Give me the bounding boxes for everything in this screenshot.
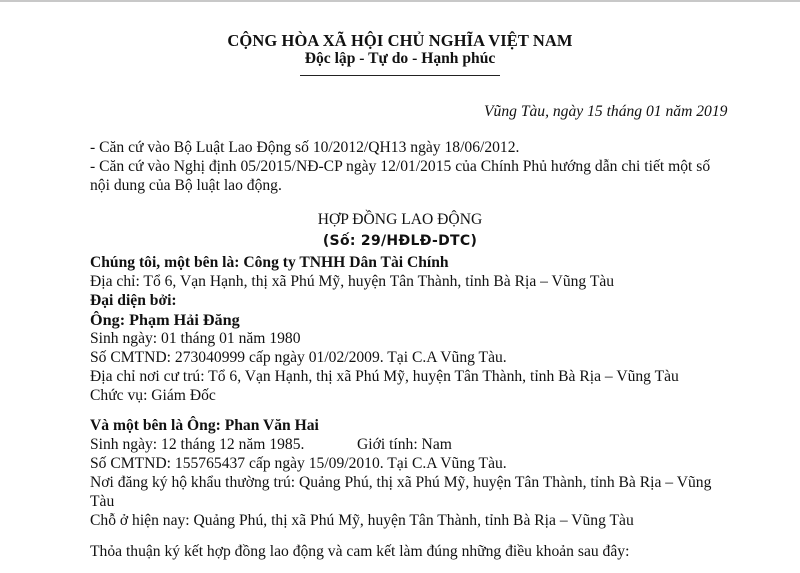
motto-heading: Độc lập - Tự do - Hạnh phúc bbox=[304, 50, 496, 67]
heading-underline bbox=[300, 75, 500, 76]
representative-position: Chức vụ: Giám Đốc bbox=[90, 387, 216, 404]
legal-basis-line-3: nội dung của Bộ luật lao động. bbox=[90, 177, 282, 194]
representative-name: Ông: Phạm Hải Đăng bbox=[90, 311, 240, 329]
legal-basis-line-1: - Căn cứ vào Bộ Luật Lao Động số 10/2012/QH13 ngày 18/06/2012. bbox=[90, 139, 520, 156]
represented-by-label: Đại diện bởi: bbox=[90, 292, 177, 309]
agreement-statement: Thỏa thuận ký kết hợp đồng lao động và cam kết làm đúng những điều khoản sau đây: bbox=[90, 543, 630, 560]
place-date-line: Vũng Tàu, ngày 15 tháng 01 năm 2019 bbox=[484, 103, 728, 120]
employee-current-address: Chỗ ở hiện nay: Quảng Phú, thị xã Phú Mỹ, huyện Tân Thành, tỉnh Bà Rịa – Vũng Tàu bbox=[90, 512, 634, 529]
representative-residence: Địa chỉ nơi cư trú: Tổ 6, Vạn Hạnh, thị xã Phú Mỹ, huyện Tân Thành, tỉnh Bà Rịa – Vũng Tàu bbox=[90, 368, 679, 385]
country-heading: CỘNG HÒA XÃ HỘI CHỦ NGHĨA VIỆT NAM bbox=[227, 31, 573, 50]
employee-dob: Sinh ngày: 12 tháng 12 năm 1985. bbox=[90, 436, 305, 453]
contract-title: HỢP ĐỒNG LAO ĐỘNG bbox=[317, 211, 483, 228]
employee-gender: Giới tính: Nam bbox=[357, 436, 452, 453]
employee-id: Số CMTND: 155765437 cấp ngày 15/09/2010. Tại C.A Vũng Tàu. bbox=[90, 455, 507, 472]
employer-address: Địa chỉ: Tổ 6, Vạn Hạnh, thị xã Phú Mỹ, huyện Tân Thành, tỉnh Bà Rịa – Vũng Tàu bbox=[90, 273, 615, 290]
employee-intro: Và một bên là Ông: Phan Văn Hai bbox=[90, 417, 319, 434]
employer-intro: Chúng tôi, một bên là: Công ty TNHH Dân Tài Chính bbox=[90, 254, 449, 271]
representative-dob: Sinh ngày: 01 tháng 01 năm 1980 bbox=[90, 330, 301, 347]
employee-permanent-address: Nơi đăng ký hộ khẩu thường trú: Quảng Phú, thị xã Phú Mỹ, huyện Tân Thành, tỉnh Bà Rịa – Vũng bbox=[90, 474, 712, 491]
representative-id: Số CMTND: 273040999 cấp ngày 01/02/2009. Tại C.A Vũng Tàu. bbox=[90, 349, 507, 366]
employee-permanent-address-cont: Tàu bbox=[90, 493, 115, 510]
legal-basis-line-2: - Căn cứ vào Nghị định 05/2015/NĐ-CP ngày 12/01/2015 của Chính Phủ hướng dẫn chi tiết một số bbox=[90, 158, 711, 175]
contract-number: (Số: 29/HĐLĐ-DTC) bbox=[322, 233, 478, 249]
